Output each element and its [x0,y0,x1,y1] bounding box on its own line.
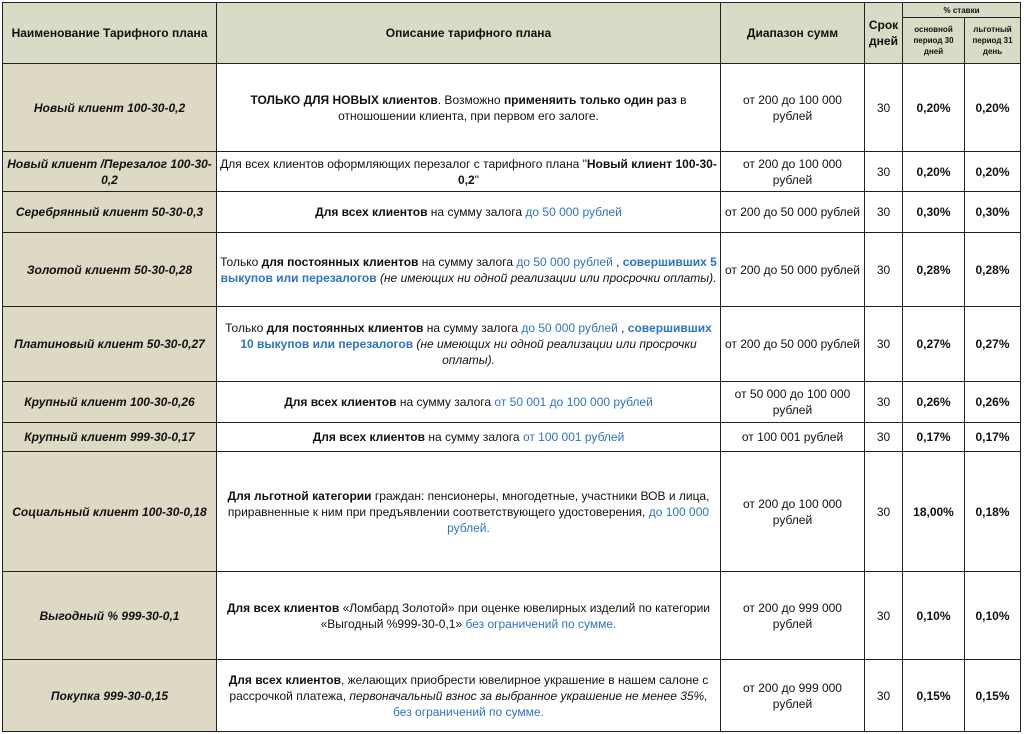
amount-range: от 200 до 50 000 рублей [721,307,865,382]
description-segment: Для всех клиентов оформляющих перезалог с тарифного плана " [220,156,587,171]
amount-range: от 100 001 рублей [721,423,865,452]
tariff-description [217,64,721,152]
table-row [3,382,1021,423]
tariff-description [217,307,721,382]
table-row [3,64,1021,152]
description-segment: Новый клиент 100-30-0,2 [458,156,717,187]
table-row [3,660,1021,732]
rate-grace: 0,27% [965,307,1021,382]
tariff-name: Крупный клиент 100-30-0,26 [3,382,217,423]
rate-main: 0,26% [903,382,965,423]
description-segment: в отношошении клиента, при первом его залоге. [338,92,687,123]
rate-grace: 0,26% [965,382,1021,423]
description-segment: Для всех клиентов [312,430,426,444]
tariff-description [217,152,721,192]
description-segment: ТОЛЬКО ДЛЯ НОВЫХ клиентов [250,92,438,107]
table-row [3,572,1021,660]
table-row [3,423,1021,452]
description-segment: без ограничений по сумме. [465,616,617,631]
tariff-description [217,423,721,452]
rate-grace: 0,28% [965,233,1021,307]
tariff-name: Крупный клиент 999-30-0,17 [3,423,217,452]
description-segment: Для всех клиентов [284,395,397,409]
tariff-table [2,2,1021,732]
description-segment: на сумму залога [396,395,495,409]
description-segment: Для всех клиентов [226,600,340,615]
rate-grace: 0,20% [965,152,1021,192]
term-days: 30 [865,382,903,423]
description-segment: Для всех клиентов [228,672,341,687]
tariff-name: Новый клиент 100-30-0,2 [3,64,217,152]
table-row [3,307,1021,382]
description-segment: применяить только один раз [503,92,677,107]
amount-range: от 50 000 до 100 000 рублей [721,382,865,423]
description-segment: первоначальный взнос за выбранное украшение не менее 35%, [349,688,708,703]
amount-range: от 200 до 999 000 рублей [721,572,865,660]
description-segment: до 50 000 рублей [516,254,613,269]
description-segment: " [474,172,479,187]
header-description: Описание тарифного плана [217,3,721,64]
term-days: 30 [865,152,903,192]
rate-main: 0,15% [903,660,965,732]
description-segment: . Возможно [437,92,504,107]
table-row [3,152,1021,192]
tariff-name: Выгодный % 999-30-0,1 [3,572,217,660]
tariff-description [217,233,721,307]
rate-grace: 0,10% [965,572,1021,660]
description-segment: совершивших 5 выкупов или перезалогов [220,254,717,285]
table-row [3,192,1021,233]
description-segment: Для всех клиентов [315,205,428,219]
amount-range: от 200 до 50 000 рублей [721,192,865,233]
rate-main: 0,20% [903,64,965,152]
tariff-description [217,192,721,233]
description-segment: от 100 001 рублей [522,430,625,444]
description-segment: , желающих приобрести ювелирное украшение в нашем салоне с рассрочкой платежа, [229,672,709,703]
amount-range: от 200 до 999 000 рублей [721,660,865,732]
rate-main: 0,17% [903,423,965,452]
header-rate-main: основной период 30 дней [903,18,965,64]
term-days: 30 [865,307,903,382]
rate-grace: 0,17% [965,423,1021,452]
rate-grace: 0,18% [965,452,1021,572]
header-rate-grace: льготный период 31 день [965,18,1021,64]
description-segment: для постоянных клиентов [261,254,419,269]
rate-grace: 0,15% [965,660,1021,732]
rate-main: 0,30% [903,192,965,233]
rate-main: 0,27% [903,307,965,382]
description-segment: от 50 001 до 100 000 рублей [494,395,653,409]
rate-main: 0,20% [903,152,965,192]
rate-main: 18,00% [903,452,965,572]
description-segment: на сумму залога [425,430,523,444]
description-segment: Только [225,321,267,335]
term-days: 30 [865,572,903,660]
tariff-description [217,660,721,732]
amount-range: от 200 до 50 000 рублей [721,233,865,307]
description-segment: без ограничений по сумме. [393,704,544,719]
description-segment: (не имеющих ни одной реализации или просрочки оплаты). [376,270,717,285]
rate-main: 0,10% [903,572,965,660]
term-days: 30 [865,64,903,152]
description-segment: на сумму залога [418,254,517,269]
tariff-name: Новый клиент /Перезалог 100-30-0,2 [3,152,217,192]
term-days: 30 [865,660,903,732]
tariff-name: Социальный клиент 100-30-0,18 [3,452,217,572]
description-segment: граждан: пенсионеры, многодетные, участники ВОВ и лица, приравненные к ним при предъявлении соответствующего удостоверения, [227,488,710,519]
tariff-name: Золотой клиент 50-30-0,28 [3,233,217,307]
description-segment: совершивших 10 выкупов или перезалогов [240,321,712,351]
header-name: Наименование Тарифного плана [3,3,217,64]
description-segment: , [612,254,623,269]
table-row [3,233,1021,307]
description-segment: на сумму залога [427,205,526,219]
description-segment: (не имеющих ни одной реализации или просрочки оплаты). [413,337,697,367]
tariff-description [217,572,721,660]
term-days: 30 [865,233,903,307]
header-row [3,3,1021,18]
description-segment: до 50 000 рублей [521,321,618,335]
tariff-name: Покупка 999-30-0,15 [3,660,217,732]
description-segment: Только [220,254,262,269]
tariff-description [217,452,721,572]
term-days: 30 [865,192,903,233]
term-days: 30 [865,423,903,452]
header-rate-group: % ставки [903,3,1021,18]
tariff-description [217,382,721,423]
description-segment: до 100 000 рублей. [447,504,710,535]
description-segment: Для льготной категории [227,488,372,503]
term-days: 30 [865,452,903,572]
description-segment: до 50 000 рублей [525,205,622,219]
tariff-name: Серебрянный клиент 50-30-0,3 [3,192,217,233]
amount-range: от 200 до 100 000 рублей [721,64,865,152]
description-segment: , [617,321,628,335]
description-segment: для постоянных клиентов [266,321,424,335]
amount-range: от 200 до 100 000 рублей [721,152,865,192]
description-segment: «Ломбард Золотой» при оценке ювелирных изделий по категории «Выгодный %999-30-0,1» [320,600,710,631]
amount-range: от 200 до 100 000 рублей [721,452,865,572]
header-range: Диапазон сумм [721,3,865,64]
rate-grace: 0,20% [965,64,1021,152]
header-term: Срок дней [865,3,903,64]
table-row [3,452,1021,572]
description-segment: на сумму залога [423,321,522,335]
rate-main: 0,28% [903,233,965,307]
tariff-name: Платиновый клиент 50-30-0,27 [3,307,217,382]
rate-grace: 0,30% [965,192,1021,233]
